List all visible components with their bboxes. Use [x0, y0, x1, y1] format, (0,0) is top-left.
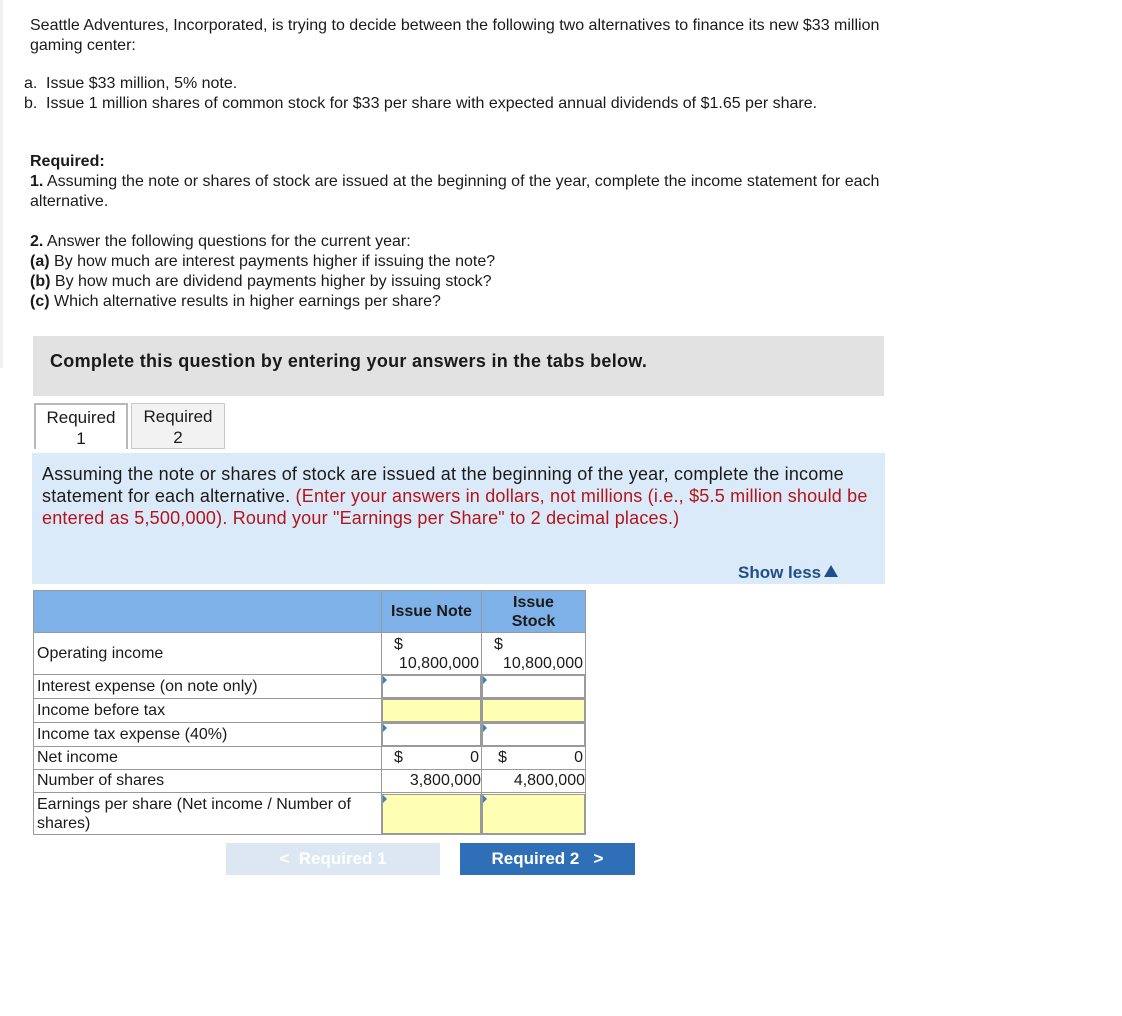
row-label-net-income: Net income — [34, 747, 382, 770]
option-b-text: Issue 1 million shares of common stock for $33 per share with expected annual dividends of $1.65 per share. — [46, 95, 818, 112]
net-income-stock-cell — [482, 747, 586, 770]
requirement-2b — [30, 272, 492, 292]
requirement-2c — [30, 292, 441, 312]
row-label-operating-income: Operating income — [34, 633, 382, 675]
shares-note-value: 3,800,000 — [382, 770, 482, 793]
operating-income-stock-cell — [482, 633, 586, 675]
header-issue-stock — [482, 591, 586, 633]
ibt-stock-cell — [482, 699, 586, 723]
requirement-1 — [30, 172, 940, 212]
operating-income-note-value: 10,800,000 — [398, 654, 479, 672]
requirement-1-number: 1. — [30, 173, 44, 190]
currency-symbol: $ — [394, 635, 403, 653]
input-marker-icon — [483, 724, 487, 732]
chevron-right-icon: > — [593, 849, 604, 868]
row-label-income-before-tax: Income before tax — [34, 699, 382, 723]
tab-required-1-line2: 1 — [76, 429, 86, 448]
table-row — [34, 770, 586, 793]
currency-symbol: $ — [394, 749, 403, 766]
net-income-note-value: 0 — [470, 749, 479, 766]
next-required-2-button[interactable] — [460, 843, 635, 875]
requirement-2c-text: Which alternative results in higher earnings per share? — [54, 293, 441, 310]
income-statement-table — [33, 590, 586, 835]
currency-symbol: $ — [498, 749, 507, 766]
net-income-note-row — [382, 749, 481, 767]
interest-note-cell — [382, 675, 482, 699]
input-marker-icon — [483, 676, 487, 684]
table-row — [34, 747, 586, 770]
requirement-1-text: Assuming the note or shares of stock are issued at the beginning of the year, complete the income statement for each alternative. — [30, 173, 880, 210]
chevron-left-icon: < — [279, 849, 290, 868]
header-issue-stock-label: Issue Stock — [511, 593, 556, 630]
income-tax-stock-input[interactable] — [482, 723, 585, 746]
shares-stock-value: 4,800,000 — [482, 770, 586, 793]
requirement-2a — [30, 252, 495, 272]
requirement-2 — [30, 232, 411, 252]
interest-expense-note-input[interactable] — [382, 675, 481, 698]
operating-income-stock-value: 10,800,000 — [502, 654, 583, 672]
row-label-eps: Earnings per share (Net income / Number of shares) — [34, 793, 382, 835]
instructions-note: (Enter your answers in dollars, not millions (i.e., $5.5 million should be entered as 5,500,000). Round your "Earnings per Share" to 2 decimal places.) — [42, 486, 868, 528]
income-before-tax-stock-field — [482, 699, 585, 722]
banner-text: Complete this question by entering your answers in the tabs below. — [50, 351, 648, 371]
net-income-stock-row — [482, 749, 585, 767]
requirement-2b-text: By how much are dividend payments higher by issuing stock? — [54, 273, 492, 290]
requirement-2-text: Answer the following questions for the current year: — [46, 233, 411, 250]
requirement-2a-label: (a) — [30, 253, 50, 270]
eps-stock-cell — [482, 793, 586, 835]
option-a-label: a. — [24, 75, 38, 92]
net-income-note-cell — [382, 747, 482, 770]
tax-stock-cell — [482, 723, 586, 747]
requirement-2c-label: (c) — [30, 293, 50, 310]
table-row — [34, 699, 586, 723]
requirement-2a-text: By how much are interest payments higher if issuing the note? — [54, 253, 496, 270]
operating-income-note-cell — [382, 633, 482, 675]
tab-required-2-line2: 2 — [173, 428, 183, 447]
triangle-up-icon — [824, 565, 838, 577]
table-header-row — [34, 591, 586, 633]
header-blank-cell — [34, 591, 382, 633]
table-row — [34, 793, 586, 835]
show-less-link[interactable] — [738, 563, 838, 583]
eps-stock-input[interactable] — [482, 794, 585, 834]
input-marker-icon — [383, 676, 387, 684]
row-label-interest-expense: Interest expense (on note only) — [34, 675, 382, 699]
table-row — [34, 675, 586, 699]
interest-expense-stock-input[interactable] — [482, 675, 585, 698]
income-before-tax-note-field — [382, 699, 481, 722]
prev-required-1-button[interactable] — [226, 843, 440, 875]
next-button-label: Required 2 — [491, 849, 580, 868]
ibt-note-cell — [382, 699, 482, 723]
prev-button-label: Required 1 — [298, 849, 387, 868]
option-a — [24, 74, 237, 94]
table-row — [34, 633, 586, 675]
option-a-text: Issue $33 million, 5% note. — [46, 75, 238, 92]
row-label-shares: Number of shares — [34, 770, 382, 793]
tab-required-1[interactable] — [34, 403, 128, 449]
eps-note-cell — [382, 793, 482, 835]
tab-required-2-line1: Required — [143, 407, 213, 426]
currency-symbol: $ — [494, 635, 503, 653]
input-marker-icon — [383, 724, 387, 732]
option-b — [24, 94, 817, 114]
option-b-label: b. — [24, 95, 38, 112]
net-income-stock-value: 0 — [574, 749, 583, 766]
left-rule — [0, 0, 3, 368]
tax-note-cell — [382, 723, 482, 747]
tab-required-1-line1: Required — [46, 408, 116, 427]
header-issue-note: Issue Note — [382, 591, 482, 633]
eps-note-input[interactable] — [382, 794, 481, 834]
requirement-2-number: 2. — [30, 233, 44, 250]
row-label-income-tax: Income tax expense (40%) — [34, 723, 382, 747]
instruction-banner — [33, 336, 884, 396]
required-heading: Required: — [30, 153, 105, 170]
tab-required-2[interactable] — [131, 403, 225, 449]
input-marker-icon — [383, 795, 387, 803]
interest-stock-cell — [482, 675, 586, 699]
question-intro: Seattle Adventures, Incorporated, is trying to decide between the following two alternatives to finance its new $33 million gaming center: — [30, 17, 880, 54]
requirement-2b-label: (b) — [30, 273, 51, 290]
instructions-main: Assuming the note or shares of stock are issued at the beginning of the year, complete the income statement for each alternative. — [42, 464, 844, 506]
instructions-text — [42, 463, 872, 529]
income-tax-note-input[interactable] — [382, 723, 481, 746]
show-less-label: Show less — [738, 563, 822, 582]
table-row — [34, 723, 586, 747]
input-marker-icon — [483, 795, 487, 803]
